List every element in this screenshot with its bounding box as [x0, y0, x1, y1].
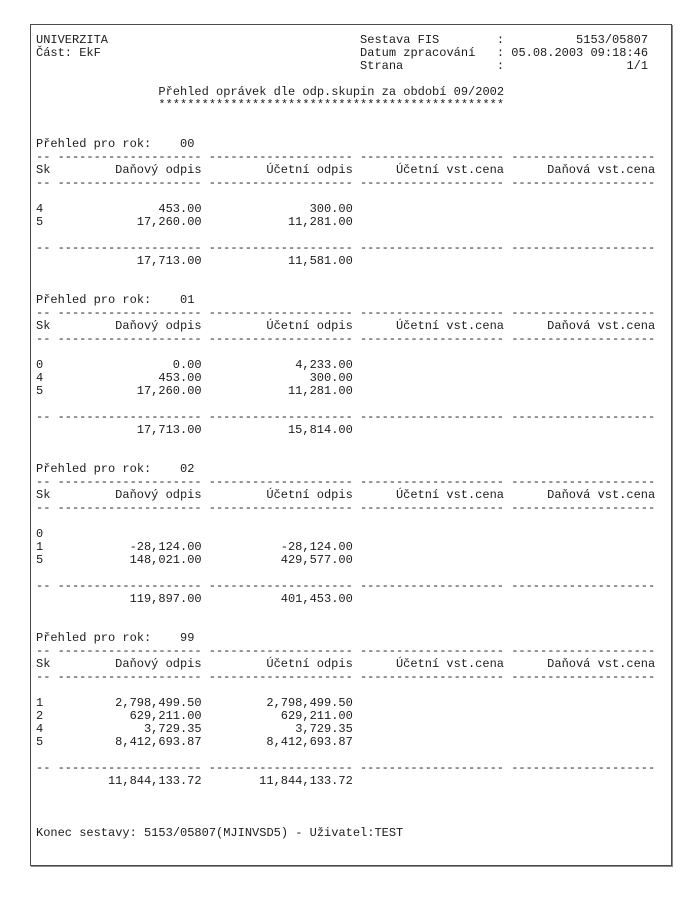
cell-ucetni-vstcena [360, 385, 504, 398]
section-label: Přehled pro rok: [36, 137, 152, 151]
column-header-danova-vstcena: Daňová vst.cena [547, 319, 656, 333]
section-year: 00 [180, 137, 195, 151]
ruler-col: -------------------- [57, 579, 202, 593]
ruler-col: -------------------- [208, 501, 353, 515]
total-row [36, 593, 671, 606]
total-ucetni-vstcena [360, 775, 504, 788]
ruler-sk: -- [36, 176, 51, 190]
ruler-col: -------------------- [57, 410, 202, 424]
cell-ucetni-odpis: 11,281.00 [287, 215, 353, 229]
table-row [36, 710, 671, 723]
ruler-col: -------------------- [359, 475, 505, 489]
report-title: Přehled oprávek dle odp.skupin za období 09/2002 [158, 85, 505, 99]
ruler-col: -------------------- [57, 475, 202, 489]
blank-line [36, 346, 671, 359]
ruler-col: -------------------- [511, 410, 656, 424]
blank-line [36, 190, 671, 203]
ruler-sk: -- [36, 150, 51, 164]
table-row [36, 216, 671, 229]
total-danovy-odpis: 11,844,133.72 [107, 774, 202, 788]
cell-danova-vstcena [511, 723, 655, 736]
ruler-col: -------------------- [57, 644, 202, 658]
ruler-row [36, 671, 671, 684]
column-header-danova-vstcena: Daňová vst.cena [547, 488, 656, 502]
title-underline: ************************************************ [158, 98, 505, 112]
cell-sk: 4 [36, 722, 44, 736]
total-danova-vstcena [511, 255, 655, 268]
total-ucetni-odpis: 11,844,133.72 [259, 774, 353, 788]
cell-danova-vstcena [511, 541, 655, 554]
column-header-ucetni-odpis: Účetní odpis [266, 319, 353, 333]
column-header-danovy-odpis: Daňový odpis [115, 319, 202, 333]
column-header-danovy-odpis: Daňový odpis [115, 657, 202, 671]
ruler-sk: -- [36, 306, 51, 320]
ruler-col: -------------------- [511, 332, 656, 346]
ruler-col: -------------------- [208, 475, 353, 489]
ruler-sk: -- [36, 475, 51, 489]
ruler-col: -------------------- [359, 501, 505, 515]
column-header-sk: Sk [36, 488, 51, 502]
cell-ucetni-odpis: 300.00 [309, 371, 353, 385]
cell-ucetni-vstcena [360, 372, 504, 385]
cell-ucetni-odpis: -28,124.00 [280, 540, 353, 554]
ruler-col: -------------------- [359, 761, 505, 775]
cell-danovy-odpis: 629,211.00 [129, 709, 202, 723]
ruler-row [36, 333, 671, 346]
cell-sk: 0 [36, 358, 44, 372]
ruler-col: -------------------- [57, 670, 202, 684]
cell-danova-vstcena [511, 554, 655, 567]
ruler-col: -------------------- [208, 670, 353, 684]
title-block [158, 86, 671, 112]
cell-sk: 4 [36, 371, 44, 385]
cell-danovy-odpis: 17,260.00 [136, 215, 202, 229]
ruler-col: -------------------- [57, 241, 202, 255]
ruler-col: -------------------- [57, 761, 202, 775]
cell-ucetni-odpis: 4,233.00 [295, 358, 353, 372]
column-header-sk: Sk [36, 163, 51, 177]
cell-ucetni-odpis: 300.00 [309, 202, 353, 216]
ruler-col: -------------------- [208, 410, 353, 424]
cell-danovy-odpis: 453.00 [158, 371, 202, 385]
cell-sk: 1 [36, 696, 44, 710]
report-content [31, 25, 671, 840]
org-name: UNIVERZITA [36, 33, 109, 47]
total-danovy-odpis: 17,713.00 [136, 254, 202, 268]
cell-danovy-odpis: 3,729.35 [143, 722, 202, 736]
cell-sk: 0 [36, 527, 44, 541]
cell-danovy-odpis: -28,124.00 [129, 540, 202, 554]
ruler-sk: -- [36, 761, 51, 775]
cell-danova-vstcena [511, 216, 655, 229]
cell-danova-vstcena [511, 385, 655, 398]
cell-ucetni-odpis: 2,798,499.50 [266, 696, 353, 710]
cell-sk: 4 [36, 202, 44, 216]
ruler-sk: -- [36, 241, 51, 255]
cell-ucetni-odpis: 8,412,693.87 [266, 735, 353, 749]
total-danova-vstcena [511, 424, 655, 437]
ruler-row [36, 177, 671, 190]
section-label: Přehled pro rok: [36, 293, 152, 307]
cell-danovy-odpis: 2,798,499.50 [115, 696, 202, 710]
total-row [36, 775, 671, 788]
total-sk [36, 593, 50, 606]
meta-colon: : [496, 59, 505, 73]
ruler-col: -------------------- [359, 670, 505, 684]
ruler-col: -------------------- [359, 644, 505, 658]
meta-label: Datum zpracování [360, 46, 476, 60]
section-label: Přehled pro rok: [36, 631, 152, 645]
ruler-sk: -- [36, 501, 51, 515]
cell-sk: 5 [36, 215, 44, 229]
cell-danovy-odpis: 148,021.00 [129, 553, 202, 567]
ruler-col: -------------------- [359, 306, 505, 320]
column-header-ucetni-vstcena: Účetní vst.cena [395, 163, 504, 177]
blank-line [36, 606, 671, 619]
cell-ucetni-odpis: 429,577.00 [280, 553, 353, 567]
ruler-sk: -- [36, 579, 51, 593]
total-danovy-odpis: 17,713.00 [136, 423, 202, 437]
column-header-ucetni-odpis: Účetní odpis [266, 657, 353, 671]
column-header-ucetni-vstcena: Účetní vst.cena [395, 657, 504, 671]
report-header [36, 34, 671, 73]
ruler-col: -------------------- [511, 176, 656, 190]
meta-label: Sestava FIS [360, 33, 440, 47]
cell-danova-vstcena [511, 372, 655, 385]
cell-ucetni-vstcena [360, 359, 504, 372]
ruler-col: -------------------- [208, 579, 353, 593]
section-label: Přehled pro rok: [36, 462, 152, 476]
column-header-ucetni-vstcena: Účetní vst.cena [395, 319, 504, 333]
cell-sk: 1 [36, 540, 44, 554]
column-header-ucetni-vstcena: Účetní vst.cena [395, 488, 504, 502]
cell-sk: 5 [36, 735, 44, 749]
table-row [36, 554, 671, 567]
ruler-col: -------------------- [208, 241, 353, 255]
ruler-col: -------------------- [57, 332, 202, 346]
ruler-sk: -- [36, 410, 51, 424]
column-header-ucetni-odpis: Účetní odpis [266, 163, 353, 177]
total-sk [36, 424, 50, 437]
total-row [36, 255, 671, 268]
cell-ucetni-vstcena [360, 216, 504, 229]
ruler-col: -------------------- [511, 306, 656, 320]
ruler-sk: -- [36, 644, 51, 658]
total-sk [36, 775, 50, 788]
cell-ucetni-vstcena [360, 736, 504, 749]
ruler-sk: -- [36, 670, 51, 684]
blank-line [36, 801, 671, 814]
total-row [36, 424, 671, 437]
cell-ucetni-odpis: 3,729.35 [295, 722, 353, 736]
total-sk [36, 255, 50, 268]
table-row [36, 203, 671, 216]
column-header-danovy-odpis: Daňový odpis [115, 488, 202, 502]
meta-row-datum [360, 47, 648, 60]
cell-ucetni-vstcena [360, 203, 504, 216]
cell-danovy-odpis: 8,412,693.87 [115, 735, 202, 749]
table-row [36, 372, 671, 385]
ruler-col: -------------------- [57, 501, 202, 515]
blank-line [36, 788, 671, 801]
cell-sk: 5 [36, 384, 44, 398]
column-header-danova-vstcena: Daňová vst.cena [547, 163, 656, 177]
ruler-col: -------------------- [57, 306, 202, 320]
section-year: 02 [180, 462, 195, 476]
ruler-col: -------------------- [359, 579, 505, 593]
ruler-col: -------------------- [511, 579, 656, 593]
total-ucetni-vstcena [360, 593, 504, 606]
total-danovy-odpis: 119,897.00 [129, 592, 202, 606]
ruler-col: -------------------- [208, 150, 353, 164]
column-header-sk: Sk [36, 319, 51, 333]
total-ucetni-vstcena [360, 424, 504, 437]
cell-danova-vstcena [511, 697, 655, 710]
ruler-col: -------------------- [359, 176, 505, 190]
total-ucetni-vstcena [360, 255, 504, 268]
cell-ucetni-vstcena [360, 723, 504, 736]
ruler-col: -------------------- [511, 475, 656, 489]
ruler-col: -------------------- [208, 761, 353, 775]
cell-danova-vstcena [511, 710, 655, 723]
sections [36, 138, 671, 814]
cell-ucetni-odpis: 629,211.00 [280, 709, 353, 723]
blank-line [36, 268, 671, 281]
cell-danova-vstcena [511, 203, 655, 216]
table-row [36, 359, 671, 372]
ruler-col: -------------------- [511, 670, 656, 684]
cell-ucetni-vstcena [360, 697, 504, 710]
ruler-col: -------------------- [359, 410, 505, 424]
cell-danova-vstcena [511, 359, 655, 372]
ruler-col: -------------------- [359, 332, 505, 346]
ruler-col: -------------------- [359, 241, 505, 255]
column-header-danovy-odpis: Daňový odpis [115, 163, 202, 177]
meta-label: Strana [360, 59, 404, 73]
cell-sk: 2 [36, 709, 44, 723]
meta-value: 5153/05807 [576, 33, 649, 47]
total-danova-vstcena [511, 593, 655, 606]
total-danova-vstcena [511, 775, 655, 788]
cell-ucetni-vstcena [360, 710, 504, 723]
blank-line [36, 515, 671, 528]
total-ucetni-odpis: 401,453.00 [280, 592, 353, 606]
cell-ucetni-vstcena [360, 554, 504, 567]
ruler-sk: -- [36, 332, 51, 346]
ruler-col: -------------------- [208, 176, 353, 190]
cell-sk: 5 [36, 553, 44, 567]
dept-name: Část: EkF [36, 46, 101, 60]
report-meta [360, 34, 648, 73]
ruler-col: -------------------- [208, 332, 353, 346]
cell-danova-vstcena [511, 736, 655, 749]
column-header-danova-vstcena: Daňová vst.cena [547, 657, 656, 671]
ruler-col: -------------------- [57, 176, 202, 190]
table-row [36, 385, 671, 398]
meta-row-strana [360, 60, 648, 73]
report-sheet [30, 24, 672, 866]
cell-danova-vstcena [511, 528, 655, 541]
ruler-row [36, 502, 671, 515]
ruler-col: -------------------- [511, 150, 656, 164]
cell-danovy-odpis: 0.00 [172, 358, 202, 372]
cell-danovy-odpis: 17,260.00 [136, 384, 202, 398]
blank-line [36, 437, 671, 450]
cell-danovy-odpis: 453.00 [158, 202, 202, 216]
table-row [36, 736, 671, 749]
total-ucetni-odpis: 11,581.00 [287, 254, 353, 268]
column-header-ucetni-odpis: Účetní odpis [266, 488, 353, 502]
cell-ucetni-vstcena [360, 528, 504, 541]
meta-value: 1/1 [626, 59, 649, 73]
cell-ucetni-odpis: 11,281.00 [287, 384, 353, 398]
ruler-col: -------------------- [57, 150, 202, 164]
report-footer: Konec sestavy: 5153/05807(MJINVSD5) - Uživatel:TEST [36, 826, 404, 840]
ruler-col: -------------------- [511, 241, 656, 255]
ruler-col: -------------------- [511, 644, 656, 658]
meta-colon: : [496, 33, 505, 47]
ruler-row [36, 242, 671, 255]
ruler-col: -------------------- [208, 306, 353, 320]
ruler-col: -------------------- [511, 501, 656, 515]
column-header-sk: Sk [36, 657, 51, 671]
ruler-col: -------------------- [208, 644, 353, 658]
meta-colon: : [496, 46, 505, 60]
meta-value: 05.08.2003 09:18:46 [511, 46, 649, 60]
ruler-col: -------------------- [359, 150, 505, 164]
section-year: 01 [180, 293, 195, 307]
ruler-row [36, 411, 671, 424]
total-ucetni-odpis: 15,814.00 [287, 423, 353, 437]
section-year: 99 [180, 631, 195, 645]
cell-ucetni-vstcena [360, 541, 504, 554]
blank-line [36, 112, 671, 125]
ruler-col: -------------------- [511, 761, 656, 775]
